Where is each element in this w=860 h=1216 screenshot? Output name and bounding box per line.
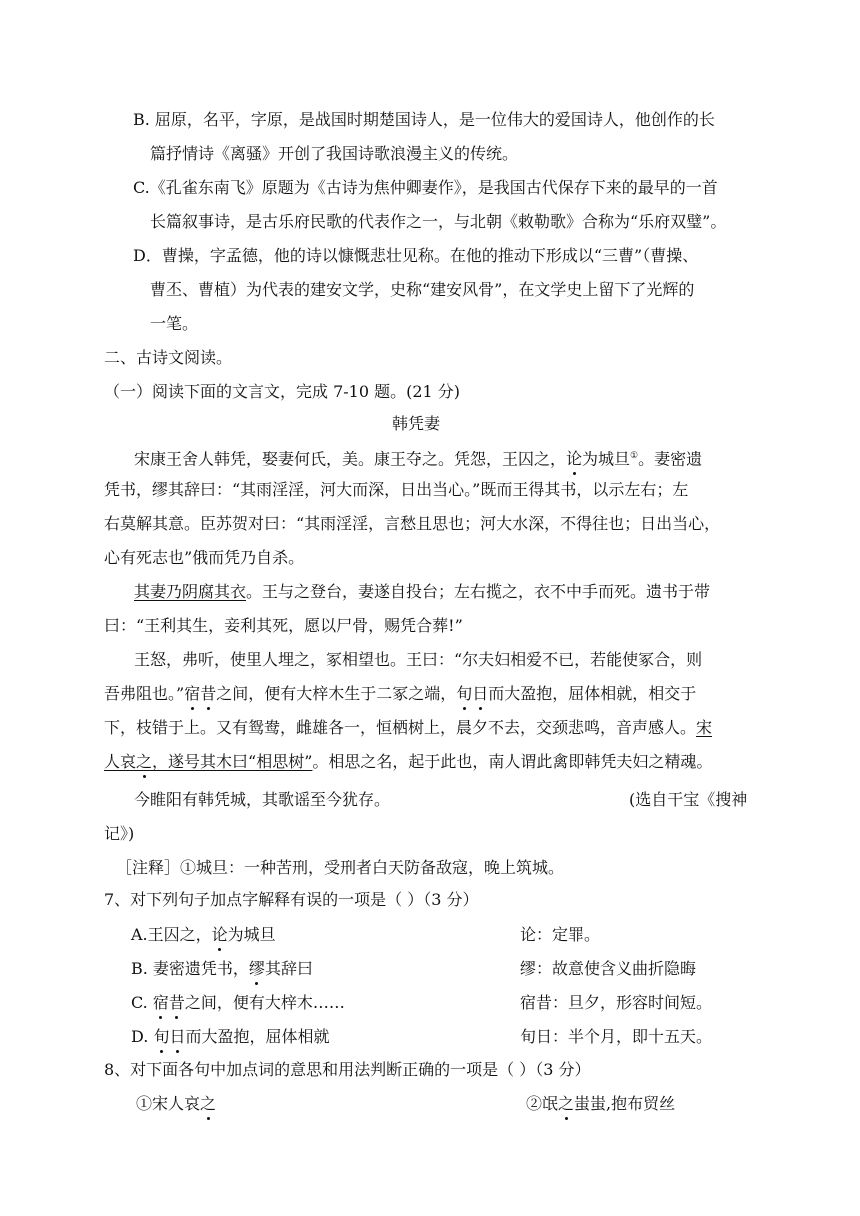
- section-title: 二、古诗文阅读。: [104, 348, 233, 367]
- q7-stem: 7、对下列句子加点字解释有误的一项是（ ）（3 分）: [104, 890, 479, 909]
- dotted-char: 宿: [152, 993, 169, 1012]
- passage-p3-line1: 王怒，弗听，使里人埋之，冢相望也。王曰：“尔夫妇相爱不已，若能使冢合，则: [134, 650, 703, 669]
- q8-item-1: ①宋人哀之: [136, 1094, 217, 1113]
- annotation-note: ［注释］①城旦：一种苦刑，受刑者白天防备敌寇，晚上筑城。: [116, 858, 565, 877]
- dotted-char: 之: [558, 1094, 575, 1113]
- passage-p1-line1: 宋康王舍人韩凭，娶妻何氏，美。康王夺之。凭怨，王囚之，论为城旦①。妻密遗: [134, 449, 703, 469]
- passage-p4-line1: 今睢阳有韩凭城，其歌谣至今犹存。: [134, 790, 391, 809]
- dotted-char: 宿: [184, 684, 201, 703]
- dotted-char: 之: [136, 752, 153, 771]
- footnote-marker: ①: [630, 451, 639, 461]
- passage-p3-line3: 下，枝错于上。又有鸳鸯，雌雄各一，恒栖树上，晨夕不去，交颈悲鸣，音声感人。宋: [104, 718, 713, 737]
- dotted-char: 日: [169, 1027, 186, 1046]
- q7-option-b: B. 妻密遗凭书，缪其辞曰: [131, 959, 313, 978]
- option-b-line1: B. 屈原，名平，字原，是战国时期楚国诗人，是一位伟大的爱国诗人，他创作的长: [133, 110, 715, 129]
- dotted-char: 之: [200, 1094, 217, 1113]
- q7-option-c-explanation: 宿昔：旦夕，形容时间短。: [520, 993, 713, 1012]
- q7-option-a-explanation: 论：定罪。: [520, 925, 601, 944]
- q7-option-c: C. 宿昔之间，便有大梓木……: [131, 993, 345, 1012]
- dotted-char: 昔: [168, 993, 185, 1012]
- option-d-line3: 一笔。: [150, 314, 199, 333]
- q8-item-2: ②氓之蚩蚩,抱布贸丝: [526, 1094, 676, 1113]
- underlined-sentence: ，遂号其木曰“相思树”: [152, 752, 313, 771]
- option-c-line2: 长篇叙事诗，是古乐府民歌的代表作之一，与北朝《敕勒歌》合称为“乐府双璧”。: [150, 212, 727, 231]
- q7-option-a: A.王囚之，论为城旦: [131, 925, 276, 944]
- section-subtitle: （一）阅读下面的文言文，完成 7-10 题。(21 分): [104, 382, 461, 401]
- passage-p4-line2: 记》): [104, 824, 135, 843]
- dotted-char: 日: [472, 684, 489, 703]
- option-b-line2: 篇抒情诗《离骚》开创了我国诗歌浪漫主义的传统。: [150, 144, 519, 163]
- option-d-line1: D．曹操，字孟德，他的诗以慷慨悲壮见称。在他的推动下形成以“三曹”（曹操、: [133, 246, 699, 265]
- dotted-char: 论: [566, 449, 583, 469]
- underlined-sentence: 宋: [696, 718, 713, 737]
- q7-option-d-explanation: 旬日：半个月，即十五天。: [520, 1027, 713, 1046]
- option-d-line2: 曹丕、曹植）为代表的建安文学，史称“建安风骨”，在文学史上留下了光辉的: [150, 280, 695, 299]
- passage-p1-line4: 心有死志也”俄而凭乃自杀。: [104, 548, 305, 567]
- q7-option-b-explanation: 缪：故意使含义曲折隐晦: [520, 959, 697, 978]
- passage-source: (选自干宝《搜神: [629, 790, 748, 809]
- q8-stem: 8、对下面各句中加点词的意思和用法判断正确的一项是（ ）（3 分）: [104, 1060, 591, 1079]
- underlined-sentence: 其妻乃阴腐其衣: [134, 582, 247, 601]
- dotted-char: 论: [211, 925, 228, 944]
- passage-p1-line3: 右莫解其意。臣苏贺对曰：“其雨淫淫，言愁且思也；河大水深，不得往也；日出当心，: [104, 514, 721, 533]
- dotted-char: 旬: [153, 1027, 170, 1046]
- option-c-line1: C.《孔雀东南飞》原题为《古诗为焦仲卿妻作》，是我国古代保存下来的最早的一首: [133, 178, 718, 197]
- dotted-char: 昔: [200, 684, 217, 703]
- dotted-char: 旬: [456, 684, 473, 703]
- passage-title: 韩凭妻: [392, 414, 441, 433]
- q7-option-d: D. 旬日而大盈抱，屈体相就: [131, 1027, 330, 1046]
- passage-p2-line2: 曰：“王利其生，妾利其死，愿以尸骨，赐凭合葬!”: [104, 616, 463, 635]
- passage-p3-line2: 吾弗阻也。”宿昔之间，便有大梓木生于二冢之端，旬日而大盈抱，屈体相就，相交于: [104, 684, 697, 703]
- dotted-char: 缪: [248, 959, 265, 978]
- passage-p3-line4: 人哀之，遂号其木曰“相思树”。相思之名，起于此也，南人谓此禽即韩凭夫妇之精魂。: [104, 752, 713, 771]
- underlined-sentence: 人哀: [104, 752, 137, 771]
- passage-p1-line2: 凭书，缪其辞曰：“其雨淫淫，河大而深，日出当心。”既而王得其书，以示左右；左: [104, 480, 689, 499]
- passage-p2-line1: 其妻乃阴腐其衣。王与之登台，妻遂自投台；左右揽之，衣不中手而死。遗书于带: [134, 582, 711, 601]
